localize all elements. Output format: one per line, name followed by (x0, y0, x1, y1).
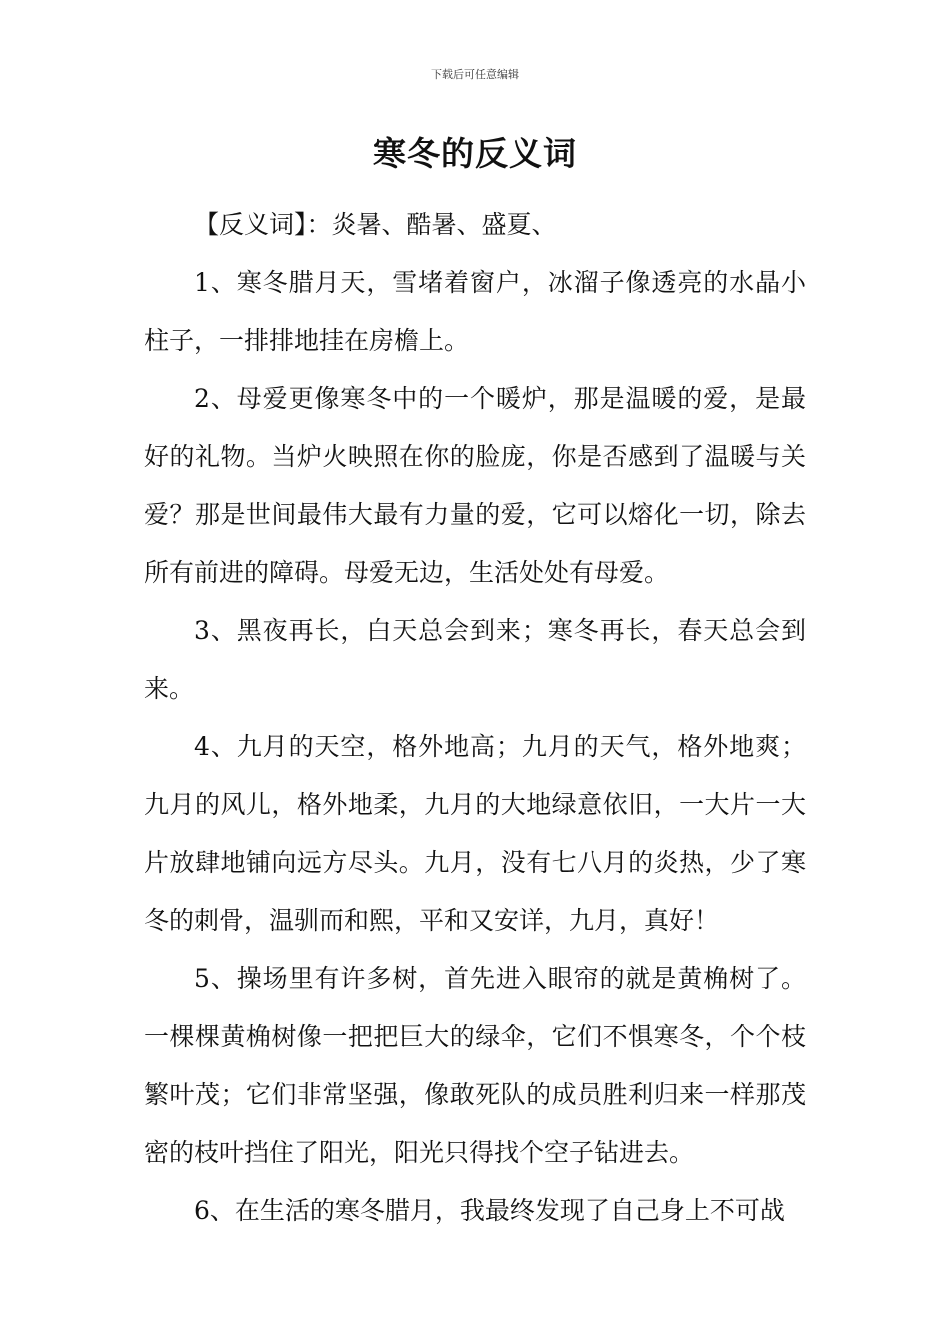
page-title: 寒冬的反义词 (373, 134, 577, 173)
document-body (144, 196, 806, 1240)
paragraph-antonyms: 【反义词】：炎暑、酷暑、盛夏、 (194, 210, 557, 239)
paragraph-5: 5、操场里有许多树，首先进入眼帘的就是黄桷树了。一棵棵黄桷树像一把把巨大的绿伞，它们不惧寒冬，个个枝繁叶茂；它们非常坚强，像敢死队的成员胜利归来一样那茂密的枝叶挡住了阳光，阳光只得找个空子钻进去。 (144, 964, 806, 1167)
paragraph-3: 3、黑夜再长，白天总会到来；寒冬再长，春天总会到来。 (144, 616, 806, 703)
header-note: 下载后可任意编辑 (431, 68, 519, 81)
paragraph-4: 4、九月的天空，格外地高；九月的天气，格外地爽；九月的风儿，格外地柔，九月的大地绿意依旧，一大片一大片放肆地铺向远方尽头。九月，没有七八月的炎热，少了寒冬的刺骨，温驯而和熙，平和又安详，九月，真好！ (144, 732, 806, 935)
paragraph-2: 2、母爱更像寒冬中的一个暖炉，那是温暖的爱，是最好的礼物。当炉火映照在你的脸庞，你是否感到了温暖与关爱？那是世间最伟大最有力量的爱，它可以熔化一切，除去所有前进的障碍。母爱无边，生活处处有母爱。 (144, 384, 806, 587)
paragraph-6: 6、在生活的寒冬腊月，我最终发现了自己身上不可战 (194, 1196, 785, 1225)
paragraph-1: 1、寒冬腊月天，雪堵着窗户，冰溜子像透亮的水晶小柱子，一排排地挂在房檐上。 (144, 268, 806, 355)
